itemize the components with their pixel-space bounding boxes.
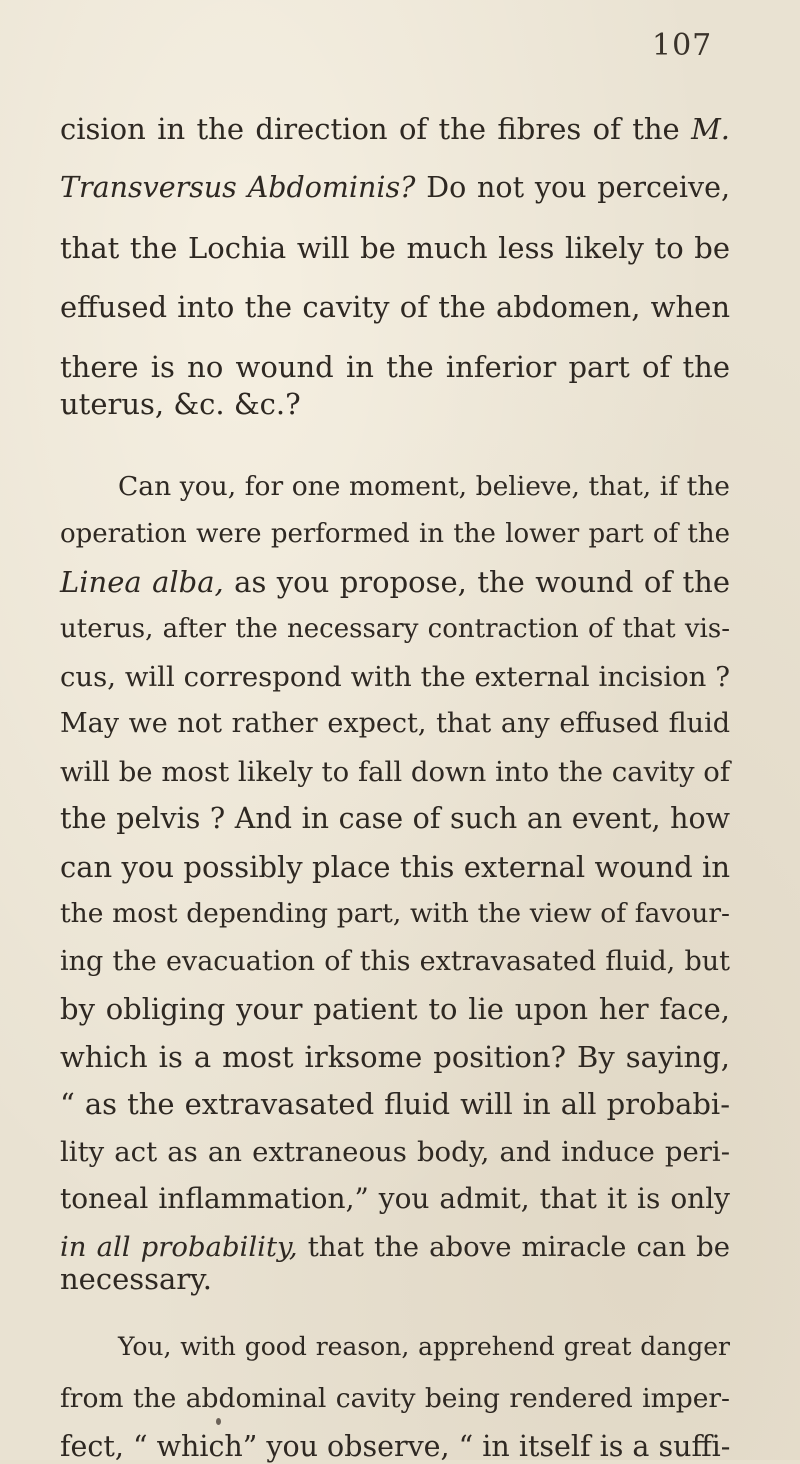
text-line: [60, 1135, 730, 1169]
text-run: cus, will correspond with the external incision ?: [60, 661, 730, 693]
text-line: [60, 290, 730, 324]
text-line: [60, 517, 730, 551]
text-run: Can you, for one moment, believe, that, if the: [118, 471, 730, 502]
text-run: can you possibly place this external wound in: [60, 850, 730, 884]
text-line: [60, 850, 730, 884]
text-line: [60, 1087, 730, 1121]
text-line: [118, 1330, 730, 1364]
text-run: May we not rather expect, that any effused fluid: [60, 708, 730, 739]
text-run: cision in the direction of the fibres of the: [60, 112, 692, 146]
italic-text: in all probability,: [60, 1231, 298, 1263]
text-run: effused into the cavity of the abdomen, when: [60, 290, 730, 324]
text-line: [60, 171, 730, 205]
text-line: [60, 350, 730, 384]
text-run: ing the evacuation of this extravasated fluid, but: [60, 946, 730, 977]
text-run: by obliging your patient to lie upon her face,: [60, 992, 730, 1026]
text-line: [60, 802, 730, 836]
text-line: [60, 1262, 730, 1296]
text-run: the most depending part, with the view of favour-: [60, 898, 730, 929]
text-line: [60, 755, 730, 789]
ink-speck: [216, 1418, 221, 1425]
text-line: [60, 612, 730, 646]
text-line: [60, 1040, 730, 1074]
text-line: [60, 231, 730, 265]
italic-text: M.: [691, 112, 730, 146]
text-run: that the above miracle can be: [297, 1231, 730, 1263]
text-line: [60, 660, 730, 694]
text-line: [60, 1430, 730, 1464]
text-line: [118, 470, 730, 504]
text-line: [60, 112, 730, 146]
text-run: uterus, &c. &c.?: [60, 387, 301, 421]
italic-text: Transversus Abdominis?: [60, 171, 416, 204]
text-run: there is no wound in the inferior part of the: [60, 350, 730, 384]
text-run: from the abdominal cavity being rendered imper-: [60, 1383, 730, 1414]
text-line: [60, 992, 730, 1026]
text-run: You, with good reason, apprehend great danger: [118, 1332, 730, 1361]
text-run: as you propose, the wound of the: [223, 565, 730, 599]
text-run: will be most likely to fall down into the cavity of: [60, 756, 730, 788]
text-run: uterus, after the necessary contraction of that vis-: [60, 614, 730, 644]
text-line: [60, 1382, 730, 1416]
text-line: [60, 565, 730, 599]
text-run: toneal inflammation,” you admit, that it is only: [60, 1182, 730, 1215]
text-run: the pelvis ? And in case of such an event, how: [60, 802, 730, 835]
text-run: fect, “ which” you observe, “ in itself is a suffi-: [60, 1430, 731, 1463]
text-run: “ as the extravasated fluid will in all probabi-: [60, 1087, 730, 1121]
text-run: which is a most irksome position? By saying,: [60, 1040, 730, 1074]
text-run: operation were performed in the lower part of the: [60, 519, 730, 549]
text-line: [60, 945, 730, 979]
text-run: that the Lochia will be much less likely to be: [60, 231, 730, 265]
text-line: [60, 707, 730, 741]
text-line: [60, 1230, 730, 1264]
text-line: [60, 1182, 730, 1216]
page-number: 107: [652, 28, 713, 63]
text-run: lity act as an extraneous body, and induce peri-: [60, 1136, 730, 1168]
text-run: Do not you perceive,: [415, 171, 731, 204]
text-run: necessary.: [60, 1262, 212, 1296]
text-line: [60, 387, 730, 421]
text-line: [60, 897, 730, 931]
italic-text: Linea alba,: [60, 565, 224, 599]
